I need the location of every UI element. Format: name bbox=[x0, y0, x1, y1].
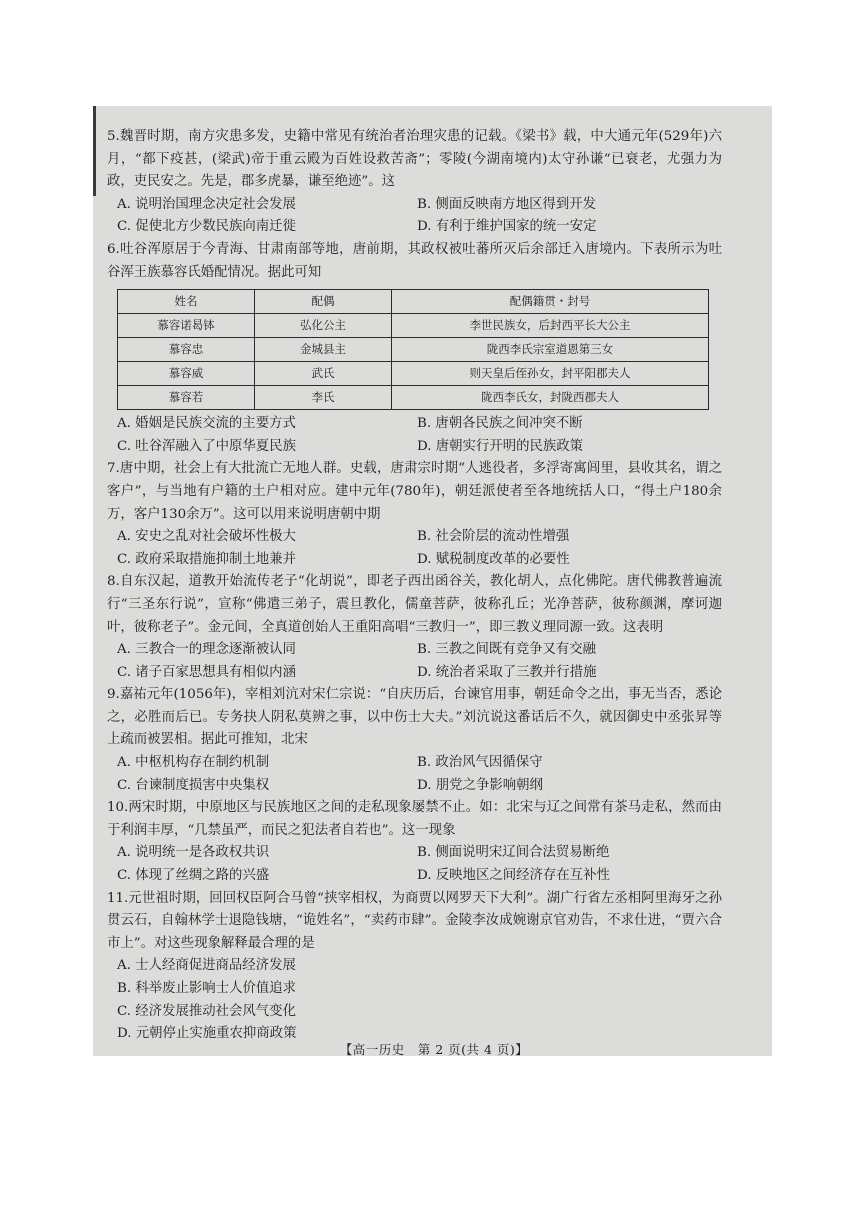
options bbox=[107, 955, 722, 1045]
question-8 bbox=[107, 571, 722, 684]
page-edge bbox=[93, 106, 96, 196]
table-row bbox=[118, 314, 709, 338]
option-b: B. 唐朝各民族之间冲突不断 bbox=[417, 416, 583, 432]
table-cell: 则天皇后侄孙女，封平阳郡夫人 bbox=[392, 362, 709, 386]
options bbox=[107, 194, 722, 239]
table-cell: 陇西李氏女，封陇西郡夫人 bbox=[392, 386, 709, 410]
question-number: 9. bbox=[107, 687, 120, 703]
question-stem: 吐谷浑原居于今青海、甘肃南部等地，唐前期，其政权被吐蕃所灭后余部迁入唐境内。下表所示为吐谷浑王族慕容氏婚配情况。据此可知 bbox=[107, 241, 722, 280]
question-stem: 两宋时期，中原地区与民族地区之间的走私现象屡禁不止。如：北宋与辽之间常有茶马走私，然而由于利润丰厚，“几禁虽严，而民之犯法者自若也”。这一现象 bbox=[107, 800, 722, 838]
table-cell: 慕容忠 bbox=[118, 338, 255, 362]
table-cell: 金城县主 bbox=[255, 338, 392, 362]
options bbox=[107, 752, 722, 797]
table-cell: 李世民族女，后封西平长大公主 bbox=[392, 314, 709, 338]
option-c: C. 吐谷浑融入了中原华夏民族 bbox=[117, 438, 296, 454]
option-b: B. 社会阶层的流动性增强 bbox=[417, 529, 570, 545]
table-cell: 慕容威 bbox=[118, 362, 255, 386]
table-row bbox=[118, 338, 709, 362]
option-a: A. 士人经商促进商品经济发展 bbox=[117, 958, 296, 974]
option-c: C. 台谏制度损害中央集权 bbox=[117, 777, 270, 793]
option-b: B. 政治风气因循保守 bbox=[417, 755, 543, 771]
question-stem: 自东汉起，道教开始流传老子“化胡说”，即老子西出函谷关，教化胡人，点化佛陀。唐代佛教普遍流行“三圣东行说”，宣称“佛遣三弟子，震旦教化，儒童菩萨，彼称孔丘；光净菩萨，彼称颜渊，摩诃迦叶，彼称老子”。金元间，全真道创始人王重阳高唱“三教归一”，即三教义理同源一致。这表明 bbox=[107, 574, 722, 635]
option-a: A. 说明治国理念决定社会发展 bbox=[117, 196, 296, 212]
options bbox=[107, 639, 722, 684]
option-c: C. 体现了丝绸之路的兴盛 bbox=[117, 868, 270, 884]
option-a: A. 安史之乱对社会破坏性极大 bbox=[117, 529, 296, 545]
question-number: 10. bbox=[107, 800, 129, 816]
table-header: 配偶籍贯・封号 bbox=[392, 290, 709, 314]
question-stem: 唐中期，社会上有大批流亡无地人群。史载，唐肃宗时期“人逃役者，多浮寄寓闾里，县收其名，谓之客户”，与当地有户籍的土户相对应。建中元年(780年)，朝廷派使者至各地统括人口，“得土户180余万，客户130余万”。这可以用来说明唐朝中期 bbox=[107, 461, 722, 522]
question-6 bbox=[107, 239, 722, 458]
options bbox=[107, 842, 722, 887]
options bbox=[107, 413, 722, 458]
table-cell: 慕容若 bbox=[118, 386, 255, 410]
option-c: C. 政府采取措施抑制土地兼并 bbox=[117, 551, 296, 567]
table-row bbox=[118, 362, 709, 386]
option-d: D. 反映地区之间经济存在互补性 bbox=[417, 868, 610, 884]
question-number: 6. bbox=[107, 241, 120, 257]
table-cell: 陇西李氏宗室道恩第三女 bbox=[392, 338, 709, 362]
question-number: 11. bbox=[107, 890, 129, 906]
question-5 bbox=[107, 126, 722, 239]
table-cell: 李氏 bbox=[255, 386, 392, 410]
options bbox=[107, 526, 722, 571]
marriage-table bbox=[117, 289, 709, 410]
question-stem: 嘉祐元年(1056年)，宰相刘沆对宋仁宗说：“自庆历后，台谏官用事，朝廷命令之出，事无当否，悉论之，必胜而后已。专务抉人阴私莫辨之事，以中伤士大夫。”刘沆说这番话后不久，就因御史中丞张昇等上疏而被罢相。据此可推知，北宋 bbox=[107, 687, 722, 748]
option-a: A. 三教合一的理念逐渐被认同 bbox=[117, 642, 296, 658]
option-b: B. 科举废止影响士人价值追求 bbox=[117, 981, 297, 996]
question-9 bbox=[107, 684, 722, 797]
option-c: C. 促使北方少数民族向南迁徙 bbox=[117, 219, 296, 235]
table-cell: 慕容诺曷钵 bbox=[118, 314, 255, 338]
option-d: D. 赋税制度改革的必要性 bbox=[417, 551, 570, 567]
option-d: D. 统治者采取了三教并行措施 bbox=[417, 664, 597, 680]
question-10 bbox=[107, 797, 722, 887]
option-c: C. 诸子百家思想具有相似内涵 bbox=[117, 664, 296, 680]
option-d: D. 唐朝实行开明的民族政策 bbox=[417, 438, 584, 454]
option-b: B. 侧面反映南方地区得到开发 bbox=[417, 196, 597, 212]
question-stem: 元世祖时期，回回权臣阿合马曾“挟宰相权，为商贾以网罗天下大利”。湖广行省左丞相阿里海牙之孙贯云石，自翰林学士退隐钱塘，“诡姓名”，“卖药市肆”。金陵李汝成婉谢京官劝告，不求仕进，“贾六合市上”。对这些现象解释最合理的是 bbox=[107, 890, 722, 951]
table-cell: 弘化公主 bbox=[255, 314, 392, 338]
table-header-row bbox=[118, 290, 709, 314]
table-row bbox=[118, 386, 709, 410]
question-number: 8. bbox=[107, 574, 120, 590]
option-d: D. 元朝停止实施重农抑商政策 bbox=[117, 1026, 297, 1042]
option-b: B. 侧面说明宋辽间合法贸易断绝 bbox=[417, 845, 610, 861]
question-11 bbox=[107, 888, 722, 1046]
option-a: A. 说明统一是各政权共识 bbox=[117, 845, 270, 861]
option-d: D. 有利于维护国家的统一安定 bbox=[417, 219, 597, 235]
table-cell: 武氏 bbox=[255, 362, 392, 386]
question-number: 5. bbox=[107, 129, 120, 144]
page-footer: 【高一历史 第 2 页(共 4 页)】 bbox=[339, 1042, 529, 1057]
question-number: 7. bbox=[107, 461, 120, 477]
table-header: 配偶 bbox=[255, 290, 392, 314]
option-b: B. 三教之间既有竞争又有交融 bbox=[417, 642, 597, 658]
option-a: A. 婚姻是民族交流的主要方式 bbox=[117, 416, 296, 432]
question-7 bbox=[107, 458, 722, 571]
question-list bbox=[107, 126, 722, 1046]
option-c: C. 经济发展推动社会风气变化 bbox=[117, 1003, 296, 1019]
question-stem: 魏晋时期，南方灾患多发，史籍中常见有统治者治理灾患的记载。《梁书》载，中大通元年(529年)六月，“都下疫甚，(梁武)帝于重云殿为百姓设救苦斋”；零陵(今湖南境内)太守孙谦“已衰老，尤强力为政，吏民安之。先是，郡多虎暴，谦至绝迹”。这 bbox=[107, 129, 722, 190]
option-a: A. 中枢机构存在制约机制 bbox=[117, 755, 270, 771]
option-d: D. 朋党之争影响朝纲 bbox=[417, 777, 543, 793]
table-header: 姓名 bbox=[118, 290, 255, 314]
